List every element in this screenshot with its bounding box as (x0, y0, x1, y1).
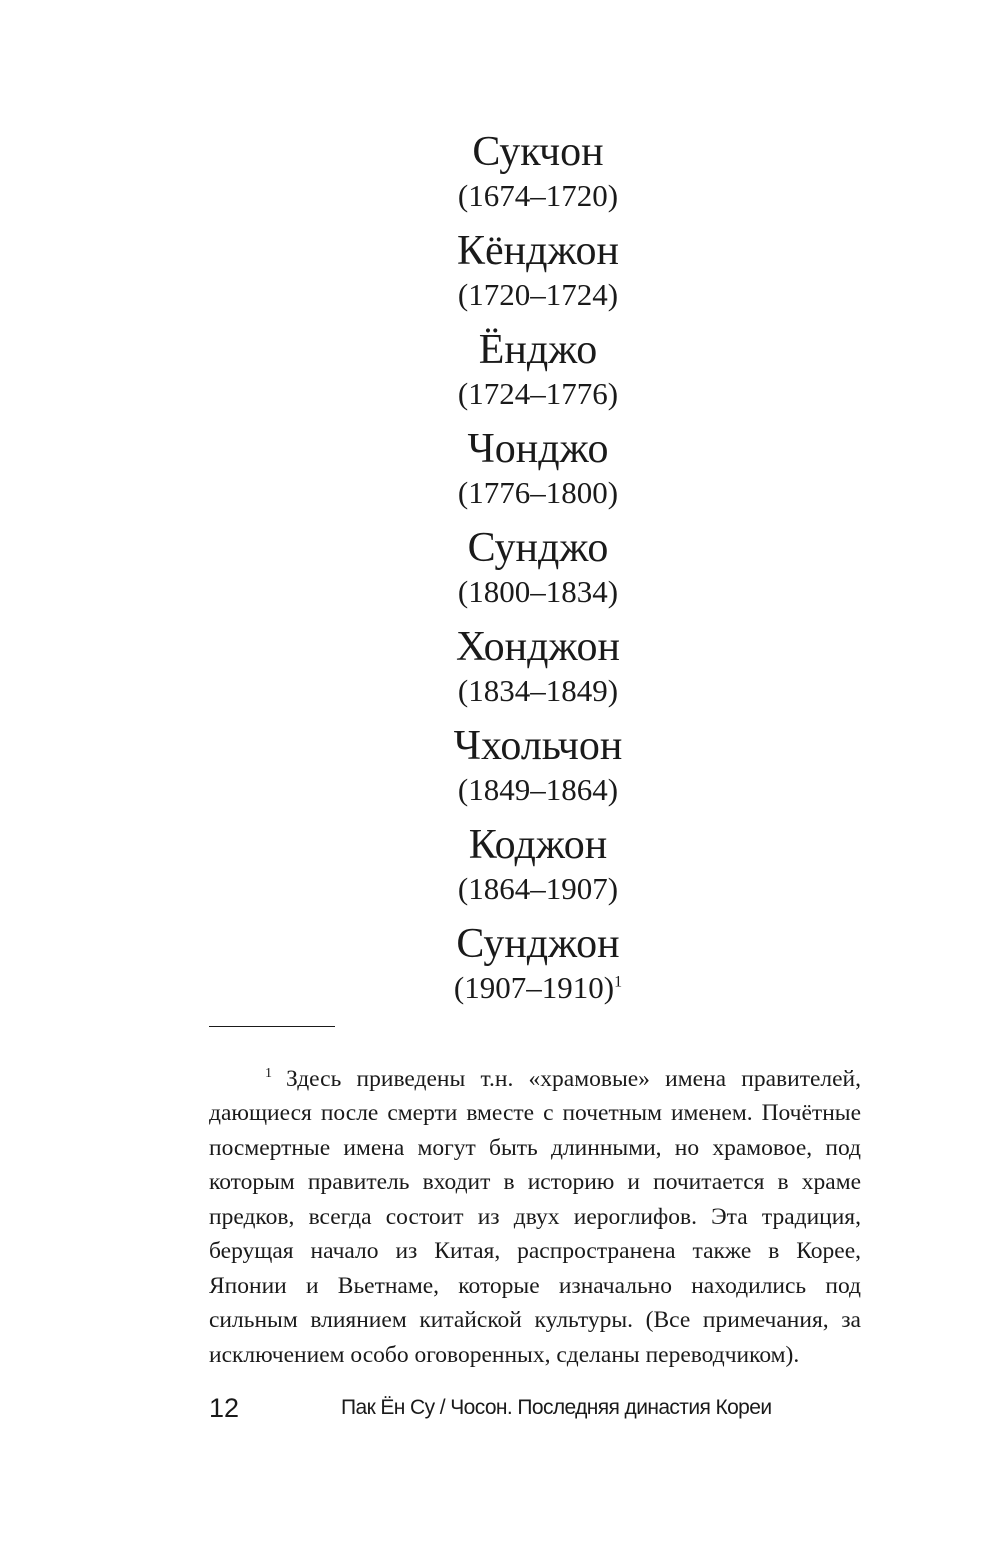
ruler-name: Чхольчон (453, 723, 623, 769)
ruler-name: Коджон (468, 822, 608, 868)
ruler-years: (1724–1776) (457, 376, 619, 411)
ruler-years: (1776–1800) (457, 475, 619, 510)
ruler-years: (1864–1907) (457, 871, 619, 906)
footnote-divider (209, 1026, 335, 1027)
ruler-entry (380, 425, 696, 524)
footnote (209, 1062, 861, 1373)
footnote-text: Здесь приведены т.н. «храмовые» имена правителей, дающиеся после смерти вместе с почетным именем. Почётные посмертные имена могут быть длинными, но храмовое, под которым правитель входит в историю и почитается в храме предков, всегда состоит из двух иероглифов. Эта традиция, берущая начало из Китая, распространена также в Корее, Японии и Вьетнаме, которые изначально находились под сильным влиянием китайской культуры. (Все примечания, за исключением особо оговоренных, сделаны переводчиком). (209, 1065, 861, 1368)
ruler-years: (1849–1864) (457, 772, 619, 807)
page-footer (209, 1388, 861, 1428)
ruler-name: Сунджон (456, 921, 620, 967)
footnote-marker: 1 (265, 1065, 272, 1081)
ruler-name: Кёнджон (457, 228, 619, 274)
ruler-entry (380, 326, 696, 425)
ruler-name: Сукчон (472, 129, 604, 175)
ruler-entry (380, 722, 696, 821)
ruler-entry (380, 623, 696, 722)
ruler-entry (380, 227, 696, 326)
footnote-reference[interactable]: 1 (614, 973, 623, 991)
ruler-entry (380, 920, 696, 1019)
ruler-name: Хонджон (456, 624, 620, 670)
ruler-name: Сунджо (467, 525, 609, 571)
ruler-list (380, 128, 696, 1019)
ruler-entry (380, 524, 696, 623)
page-number: 12 (209, 1393, 240, 1423)
ruler-years: (1800–1834) (457, 574, 619, 609)
ruler-years: (1834–1849) (457, 673, 619, 708)
ruler-entry (380, 128, 696, 227)
ruler-years-with-note (380, 968, 696, 1008)
ruler-years: (1720–1724) (457, 277, 619, 312)
ruler-years: (1674–1720) (457, 178, 619, 213)
running-title: Пак Ён Су / Чосон. Последняя династия Кореи (341, 1396, 772, 1419)
ruler-name: Ёнджо (478, 327, 598, 373)
ruler-years: (1907–1910) (453, 970, 615, 1005)
ruler-entry (380, 821, 696, 920)
ruler-name: Чонджо (467, 426, 609, 472)
